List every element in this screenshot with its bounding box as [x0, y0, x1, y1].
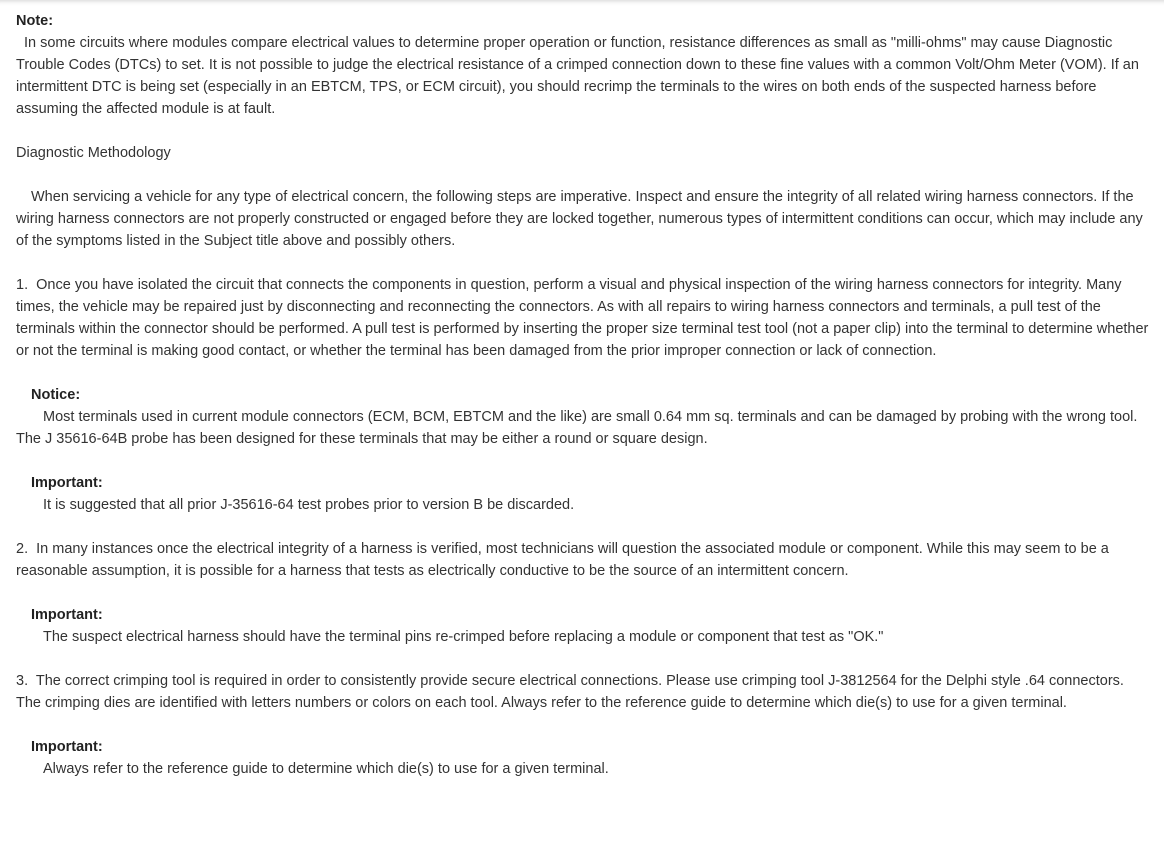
- spacer: [16, 714, 1150, 736]
- step-2-text: 2. In many instances once the electrical integrity of a harness is verified, most technicians will question the associated module or component. While this may seem to be a reasonable assumption, it is possible for a harness that tests as electrically conductive to be the source of an intermittent concern.: [16, 541, 1113, 579]
- important-label: Important:: [31, 739, 103, 755]
- important-text: Always refer to the reference guide to determine which die(s) to use for a given terminal.: [43, 761, 609, 777]
- important-text: It is suggested that all prior J-35616-64 test probes prior to version B be discarded.: [43, 497, 575, 513]
- note-label: Note:: [16, 13, 54, 29]
- spacer: [16, 648, 1150, 670]
- important-label: Important:: [31, 475, 103, 491]
- spacer: [16, 450, 1150, 472]
- step-3-text: 3. The correct crimping tool is required in order to consistently provide secure electrical connections. Please use crimping tool J-3812564 for the Delphi style .64 connectors. The crimping dies are identified with letters numbers or colors on each tool. Always refer to the reference guide to determine which die(s) to use for a given terminal.: [16, 673, 1128, 711]
- notice-text: Most terminals used in current module connectors (ECM, BCM, EBTCM and the like) are small 0.64 mm sq. terminals and can be damaged by probing with the wrong tool. The J 35616-64B probe has been designed for these terminals that may be either a round or square design.: [16, 409, 1138, 447]
- spacer: [16, 362, 1150, 384]
- note-text: In some circuits where modules compare electrical values to determine proper operation or function, resistance differences as small as "milli-ohms" may cause Diagnostic Trouble Codes (DTCs) to set. It is not possible to judge the electrical resistance of a crimped connection down to these fine values with a common Volt/Ohm Meter (VOM). If an intermittent DTC is being set (especially in an EBTCM, TPS, or ECM circuit), you should recrimp the terminals to the wires on both ends of the suspected harness before assuming the affected module is at fault.: [16, 35, 1139, 117]
- step-1-text: 1. Once you have isolated the circuit that connects the components in question, perform a visual and physical inspection of the wiring harness connectors for integrity. Many times, the vehicle may be repaired just by disconnecting and reconnecting the connectors. As with all repairs to wiring harness connectors and terminals, a pull test of the terminals within the connector should be performed. A pull test is performed by inserting the proper size terminal test tool (not a paper clip) into the terminal to determine whether or not the terminal is making good contact, or whether the terminal has been damaged from the prior improper connection or lack of connection.: [16, 277, 1153, 359]
- document-body: [16, 10, 1153, 780]
- important-text: The suspect electrical harness should have the terminal pins re-crimped before replacing a module or component that test as "OK.": [43, 629, 884, 645]
- spacer: [16, 582, 1150, 604]
- methodology-intro: When servicing a vehicle for any type of electrical concern, the following steps are imperative. Inspect and ensure the integrity of all related wiring harness connectors. If the wiring harness connectors are not properly constructed or engaged before they are locked together, numerous types of intermittent conditions can occur, which may include any of the symptoms listed in the Subject title above and possibly others.: [16, 189, 1143, 249]
- important-label: Important:: [31, 607, 103, 623]
- spacer: [16, 164, 1150, 186]
- spacer: [16, 252, 1150, 274]
- spacer: [16, 516, 1150, 538]
- spacer: [16, 120, 1150, 142]
- section-heading-methodology: Diagnostic Methodology: [16, 145, 171, 161]
- notice-label: Notice:: [31, 387, 81, 403]
